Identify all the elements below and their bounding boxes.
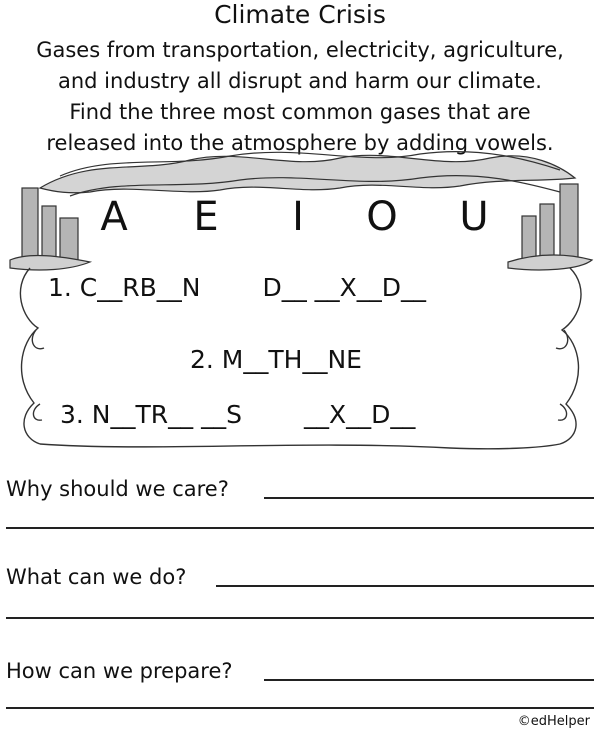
puzzle-carbon-dioxide xyxy=(48,273,426,303)
vowel-letter: A xyxy=(100,194,128,240)
answer-line[interactable] xyxy=(264,497,594,499)
puzzle-word: 3. N__TR__ __S xyxy=(60,400,242,429)
vowel-letter: I xyxy=(292,194,304,240)
answer-line[interactable] xyxy=(6,527,594,529)
vowel-letter: E xyxy=(193,194,219,240)
puzzle-methane xyxy=(190,345,362,375)
puzzle-word: __X__D__ xyxy=(303,400,416,429)
smoke-plume xyxy=(40,152,575,196)
copyright-notice: ©edHelper xyxy=(517,714,590,729)
question-row xyxy=(6,475,594,503)
intro-line: released into the atmosphere by adding vowels. xyxy=(46,131,554,155)
worksheet-title: Climate Crisis xyxy=(214,0,386,29)
puzzle-word: 1. C__RB__N xyxy=(48,273,201,302)
intro-line: Gases from transportation, electricity, agriculture, xyxy=(36,38,564,62)
answer-line[interactable] xyxy=(264,679,594,681)
question-prompt: Why should we care? xyxy=(6,475,237,503)
answer-line[interactable] xyxy=(6,707,594,709)
vowel-bank xyxy=(0,193,600,243)
intro-text xyxy=(0,35,600,159)
question-prompt: How can we prepare? xyxy=(6,657,241,685)
vowel-letter: U xyxy=(459,194,489,240)
question-row xyxy=(6,657,594,685)
puzzle-word: D__ __X__D__ xyxy=(262,273,427,302)
intro-line: Find the three most common gases that are xyxy=(69,100,531,124)
answer-line[interactable] xyxy=(216,585,594,587)
answer-line[interactable] xyxy=(6,617,594,619)
vowel-letter: O xyxy=(366,194,398,240)
intro-line: and industry all disrupt and harm our climate. xyxy=(58,69,542,93)
question-prompt: What can we do? xyxy=(6,563,194,591)
question-row xyxy=(6,563,594,591)
puzzle-nitrous-oxide xyxy=(60,400,415,430)
puzzle-word: 2. M__TH__NE xyxy=(190,345,362,374)
